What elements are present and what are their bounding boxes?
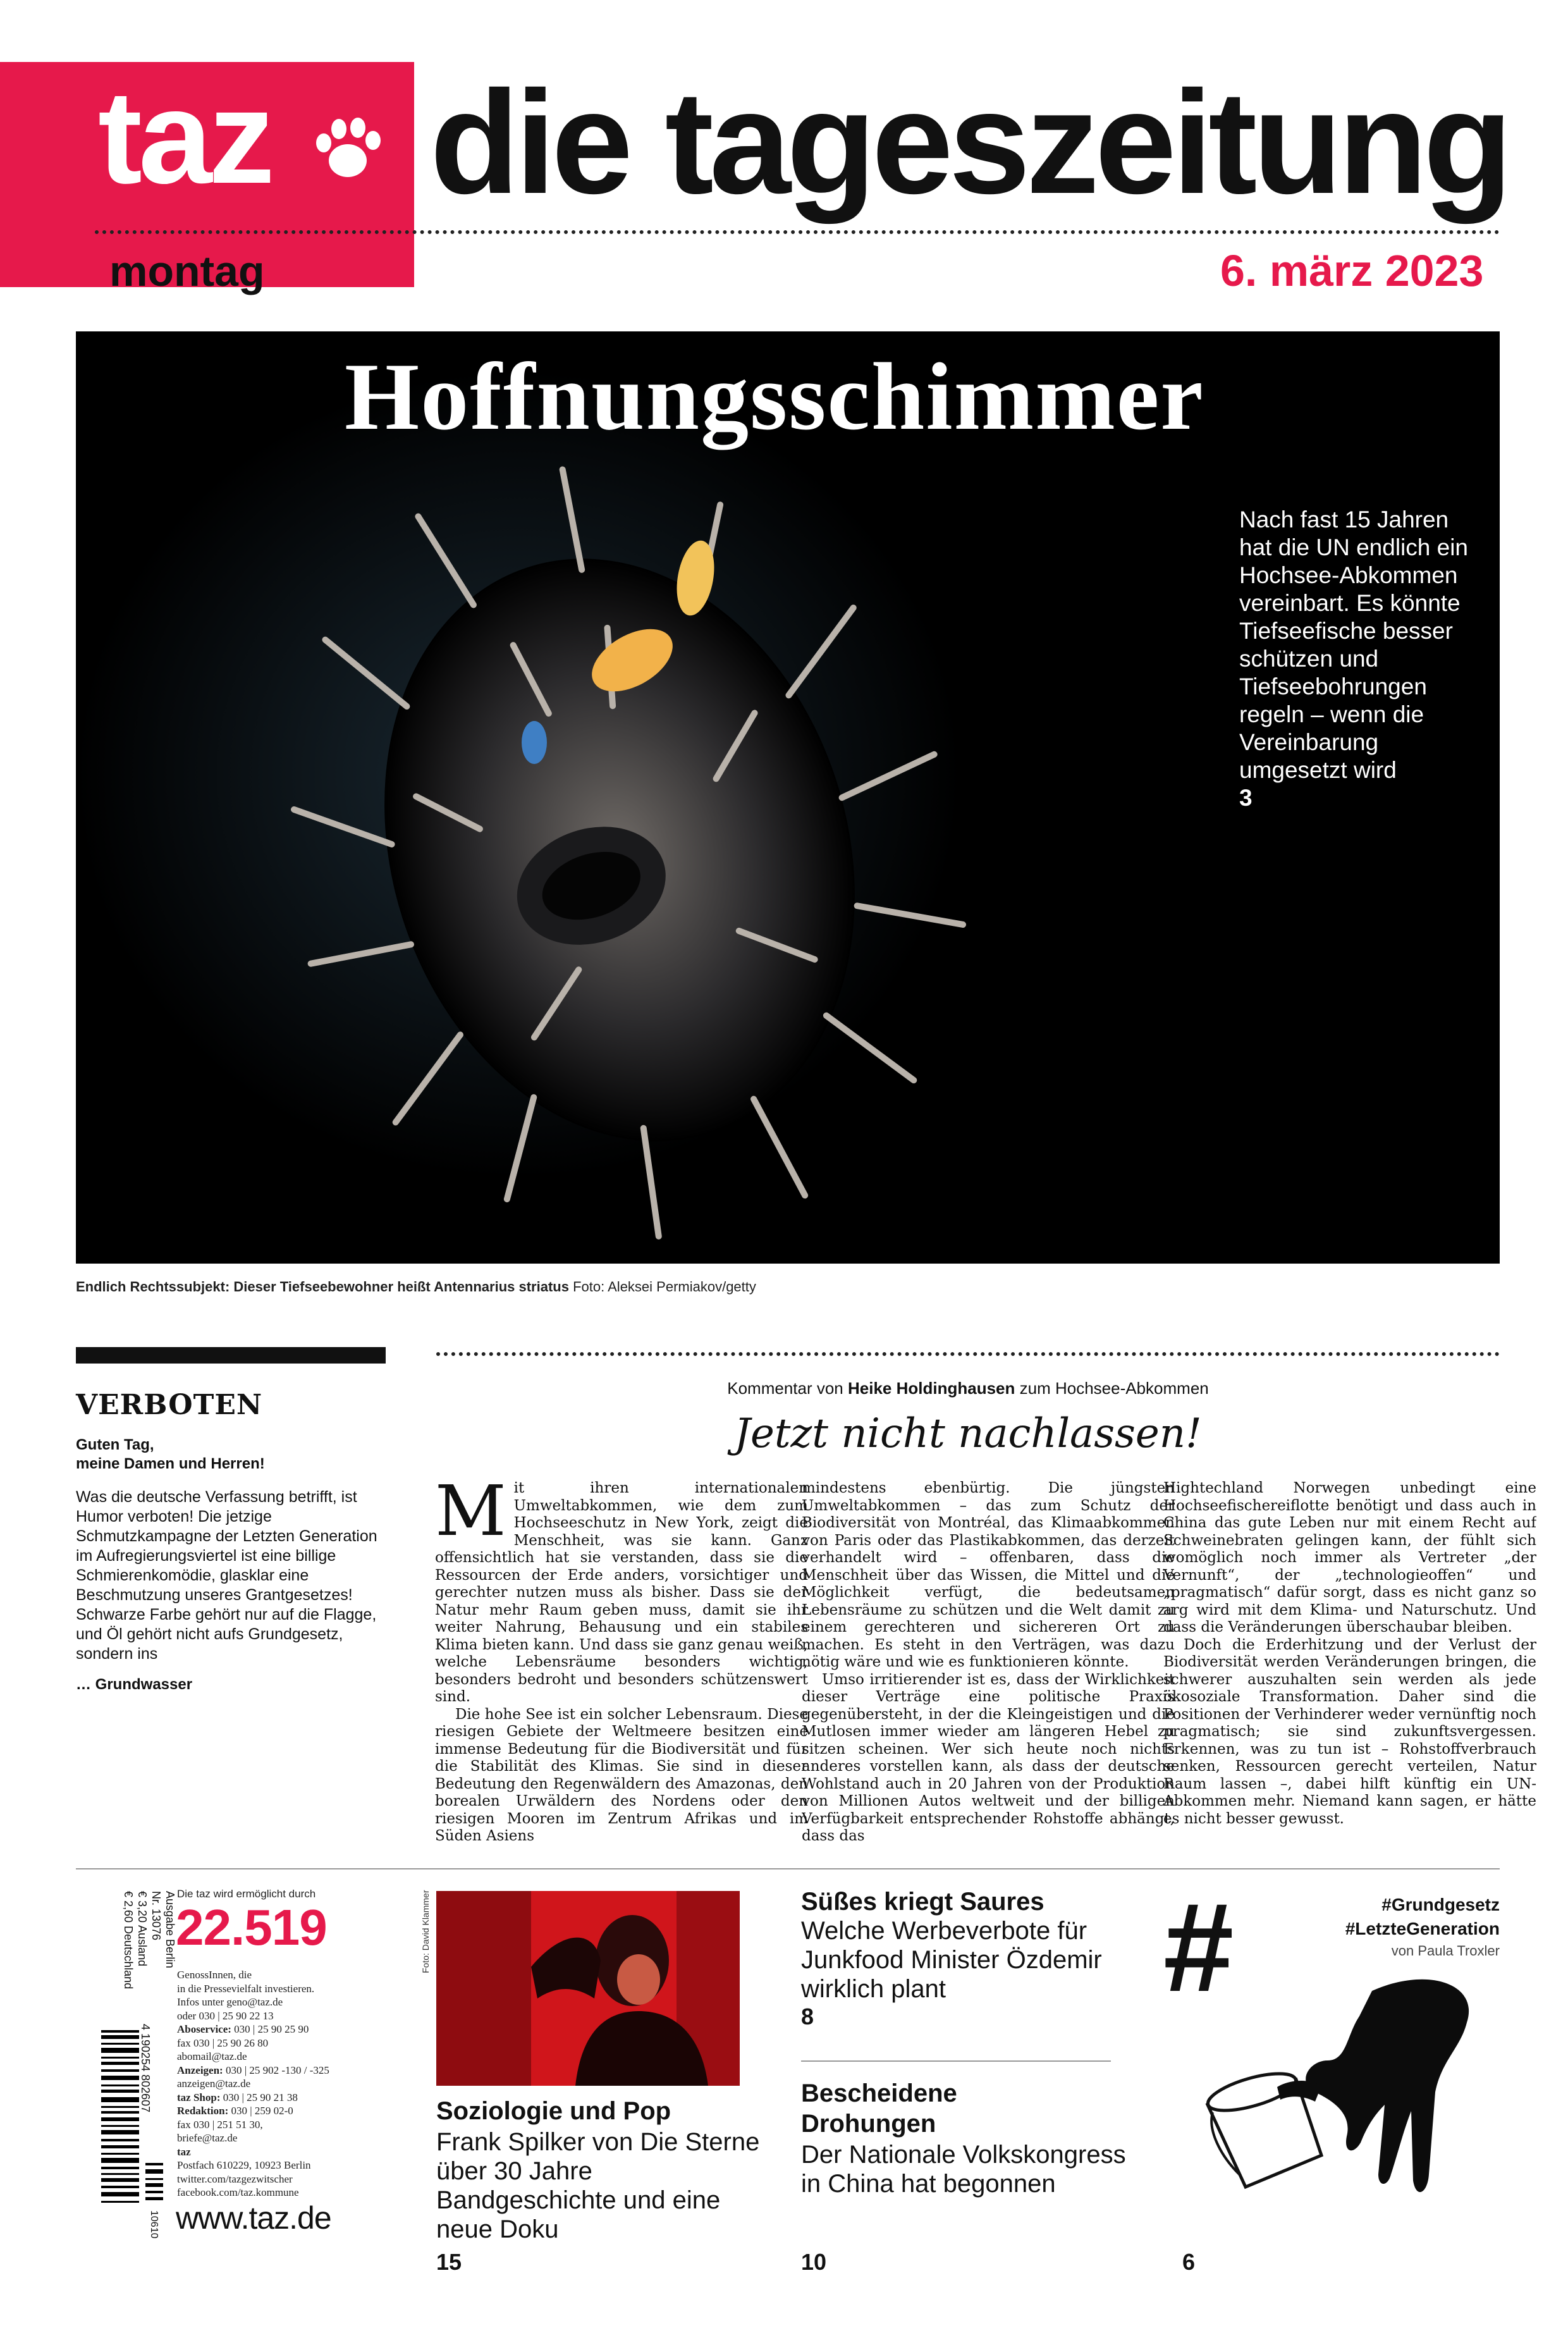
hash-symbol: # — [1163, 1877, 1234, 2018]
photo-credit: Foto: David Klammer — [420, 1890, 431, 1973]
teaser-text[interactable]: Welche Werbeverbote für Junkfood Minister Özdemir wirklich plant — [801, 1917, 1102, 2003]
contact-line: fax 030 | 25 90 26 80 — [177, 2036, 269, 2049]
barcode-number: 4 190254 802607 — [139, 2024, 152, 2113]
teaser-page-number[interactable]: 10 — [801, 2249, 827, 2275]
contact-line: taz — [177, 2145, 191, 2158]
caption-text: Endlich Rechtssubjekt: Dieser Tiefseebewohner heißt Antennarius striatus — [76, 1279, 569, 1295]
paragraph: Doch die Erderhitzung und der Verlust der Biodiversität werden Veränderungen bringen, die schwerer auszuhalten sein werden als jede ökosoziale Transformation. Daher sind die Positionen der Verhinderer weder vernünftig noch pragmatisch; sie sind zukunftsvergessen. Erkennen, was zu tun ist – Rohstoffverbrauch senken, Ressourcen gerecht verteilen, Natur Raum lassen –, dabei hilft künftig ein UN-Abkommen mehr. Niemand kann sagen, er hätte es nicht besser gewusst. — [1163, 1636, 1536, 1827]
teaser-photo[interactable] — [436, 1891, 740, 2086]
contact-line: anzeigen@taz.de — [177, 2078, 251, 2090]
paw-icon — [309, 115, 383, 185]
hero-teaser — [1239, 506, 1479, 812]
hashtag: #LetzteGeneration — [1345, 1919, 1500, 1938]
commentary-column-2 — [802, 1480, 1175, 1844]
barcode-suffix: 10610 — [149, 2210, 159, 2239]
contact-line: Aboservice: 030 | 25 90 25 90 — [177, 2023, 309, 2035]
issue-weekday: montag — [109, 247, 265, 295]
newspaper-title: die tageszeitung — [430, 61, 1509, 225]
photo-caption — [76, 1279, 756, 1295]
price-germany: € 2,60 Deutschland — [122, 1891, 135, 1990]
issue-date: 6. märz 2023 — [1220, 246, 1484, 295]
edition: Ausgabe Berlin — [164, 1891, 176, 1969]
photo-credit: Foto: Aleksei Permiakov/getty — [573, 1279, 756, 1295]
commentary-column-1 — [435, 1480, 808, 1844]
verboten-punchline: … Grundwasser — [76, 1676, 193, 1693]
commentary-title[interactable]: Jetzt nicht nachlassen! — [734, 1410, 1202, 1457]
hero-headline[interactable]: Hoffnungsschimmer — [345, 343, 1204, 450]
hashtag: #Grundgesetz — [1381, 1895, 1500, 1914]
hero-page-number[interactable]: 3 — [1239, 785, 1253, 811]
teaser-text[interactable]: Frank Spilker von Die Sterne über 30 Jahre Bandgeschichte und eine neue Doku — [436, 2128, 760, 2243]
contact-line: fax 030 | 251 51 30, — [177, 2118, 263, 2131]
geno-line[interactable]: Infos unter geno@taz.de — [177, 1996, 283, 2008]
geno-intro: Die taz wird ermöglicht durch — [177, 1888, 316, 1900]
contact-line: Anzeigen: 030 | 25 902 -130 / -325 — [177, 2064, 329, 2076]
verboten-title: VERBOTEN — [76, 1389, 263, 1421]
contact-line: taz Shop: 030 | 25 90 21 38 — [177, 2091, 298, 2103]
dotted-divider — [95, 230, 1500, 234]
contact-line: Redaktion: 030 | 259 02-0 — [177, 2105, 293, 2117]
teaser-page-number[interactable]: 8 — [801, 2004, 814, 2029]
contact-line: Postfach 610229, 10923 Berlin — [177, 2159, 311, 2171]
commentary-column-3 — [1163, 1480, 1536, 1844]
geno-line: in die Pressevielfalt investieren. — [177, 1982, 315, 1995]
contact-line: briefe@taz.de — [177, 2132, 238, 2144]
taz-logo[interactable]: taz — [98, 63, 271, 211]
section-divider — [76, 1868, 1500, 1869]
paragraph: mindestens ebenbürtig. Die jüngsten Umweltabkommen – das zum Schutz der Biodiversität von Montréal, das Klimaabkommen von Paris oder das Plastikabkommen, das derzeit verhandelt wird – offenbaren, dass die Menschheit über das Wissen, die Mittel und die Möglichkeit verfügt, die bedeutsamen Lebensräume zu schützen und die Welt damit zu einem gerechteren und sichereren Ort zu machen. Es steht in den Verträgen, was dazu nötig wäre und wie es funktionieren könnte. — [802, 1480, 1175, 1670]
geno-line: oder 030 | 25 90 22 13 — [177, 2009, 274, 2022]
teaser-divider — [801, 2060, 1111, 2062]
teaser-kicker[interactable]: Bescheidene Drohungen — [801, 2079, 957, 2138]
commentary-byline — [436, 1379, 1500, 1398]
drop-cap: M — [435, 1480, 506, 1551]
paragraph: Die hohe See ist ein solcher Lebensraum. Diese riesigen Gebiete der Weltmeere besitzen eine immense Bedeutung für die Biodiversität und für die Stabilität des Klimas. Sie sind in dieser Bedeutung den Regenwäldern des Amazonas, den borealen Urwäldern des Nordens oder den riesigen Mooren im Zentrum Afrikas und im Süden Asiens — [435, 1706, 808, 1844]
musician-photo — [436, 1891, 740, 2086]
paragraph: Umso irritierender ist es, dass der Wirklichkeit dieser Verträge eine politische Praxis gegenübersteht, in der die Kleingeistigen und die Mutlosen immer wieder am längeren Hebel zu sitzen scheinen. Wer sich heute noch nichts anderes vorstellen kann, als dass der deutsche Wohlstand auch in 20 Jahren von der Produktion von Millionen Autos weltweit und der billigen Verfügbarkeit entsprechender Rohstoffe abhängt, dass das — [802, 1671, 1175, 1844]
paragraph: it ihren internationalen Umweltabkommen, wie dem zum Hochseeschutz in New York, zeigt die Menschheit, was sie kann. Ganz offensichtlich hat sie verstanden, dass sie die Ressourcen der Erde anders, vorsichtiger und gerechter nutzen muss als bisher. Dass sie der Natur mehr Raum geben muss, damit sie ihr weiter Nahrung, Behausung und ein stabiles Klima bieten kann. Und dass sie ganz genau weiß, welche Lebensräume besonders wichtig, besonders bedroht und besonders schützenswert sind. — [435, 1480, 808, 1705]
contact-line: facebook.com/taz.kommune — [177, 2186, 299, 2198]
column-bar — [76, 1347, 386, 1364]
contact-line: abomail@taz.de — [177, 2050, 247, 2062]
barcode-icon — [89, 2024, 164, 2232]
byline-suffix: zum Hochsee-Abkommen — [1019, 1379, 1209, 1398]
barcode — [89, 2024, 164, 2239]
hero-teaser-text: Nach fast 15 Jahren hat die UN endlich ein Hochsee-Abkommen vereinbart. Es könnte Tiefseefische besser schützen und Tiefseebohrungen regeln – wenn die Vereinbarung umgesetzt wird — [1239, 507, 1468, 783]
cartoon-page-number[interactable]: 6 — [1182, 2249, 1196, 2275]
imprint — [177, 1968, 405, 2200]
cartoon-byline: von Paula Troxler — [1391, 1943, 1500, 1959]
verboten-lead: Guten Tag, meine Damen und Herren! — [76, 1436, 265, 1472]
geno-line: GenossInnen, die — [177, 1969, 252, 1981]
paragraph: Hightechland Norwegen unbedingt eine Hochseefischereiflotte benötigt und dass auch in China das gute Leben nur mit einem Recht auf Schweinebraten gelingen kann, der fühlt sich womöglich noch immer als Vertreter „der Vernunft“, der „technologieoffen“ und „pragmatisch“ dafür sorgt, dass es nicht ganz so arg wird mit dem Klima- und Naturschutz. Und dass die Veränderungen überschaubar bleiben. — [1163, 1480, 1536, 1635]
issue-number: Nr. 13076 — [150, 1891, 162, 1941]
geno-count: 22.519 — [176, 1899, 327, 1955]
dotted-divider — [436, 1352, 1500, 1356]
byline-prefix: Kommentar von — [727, 1379, 843, 1398]
contact-line: twitter.com/tazgezwitscher — [177, 2172, 293, 2185]
teaser-kicker[interactable]: Soziologie und Pop — [436, 2097, 671, 2125]
cartoon-paint-bucket[interactable] — [1163, 1966, 1498, 2238]
byline-author: Heike Holdinghausen — [848, 1379, 1015, 1398]
verboten-body: Was die deutsche Verfassung betrifft, ist Humor verboten! Die jetzige Schmutzkampagne der Letzten Generation im Aufregierungsviertel ist eine billige Schmierenkomödie, glasklar eine Beschmutzung unseres Grantgesetzes! Schwarze Farbe gehört nur auf die Flagge, und Öl gehört nicht aufs Grundgesetz, sondern ins — [76, 1488, 377, 1663]
website-link[interactable]: www.taz.de — [176, 2200, 331, 2236]
teaser-kicker[interactable]: Süßes kriegt Saures — [801, 1888, 1044, 1916]
price-abroad: € 3,20 Ausland — [136, 1891, 149, 1967]
teaser-text[interactable]: Der Nationale Volkskongress in China hat begonnen — [801, 2141, 1126, 2198]
teaser-page-number[interactable]: 15 — [436, 2249, 462, 2275]
